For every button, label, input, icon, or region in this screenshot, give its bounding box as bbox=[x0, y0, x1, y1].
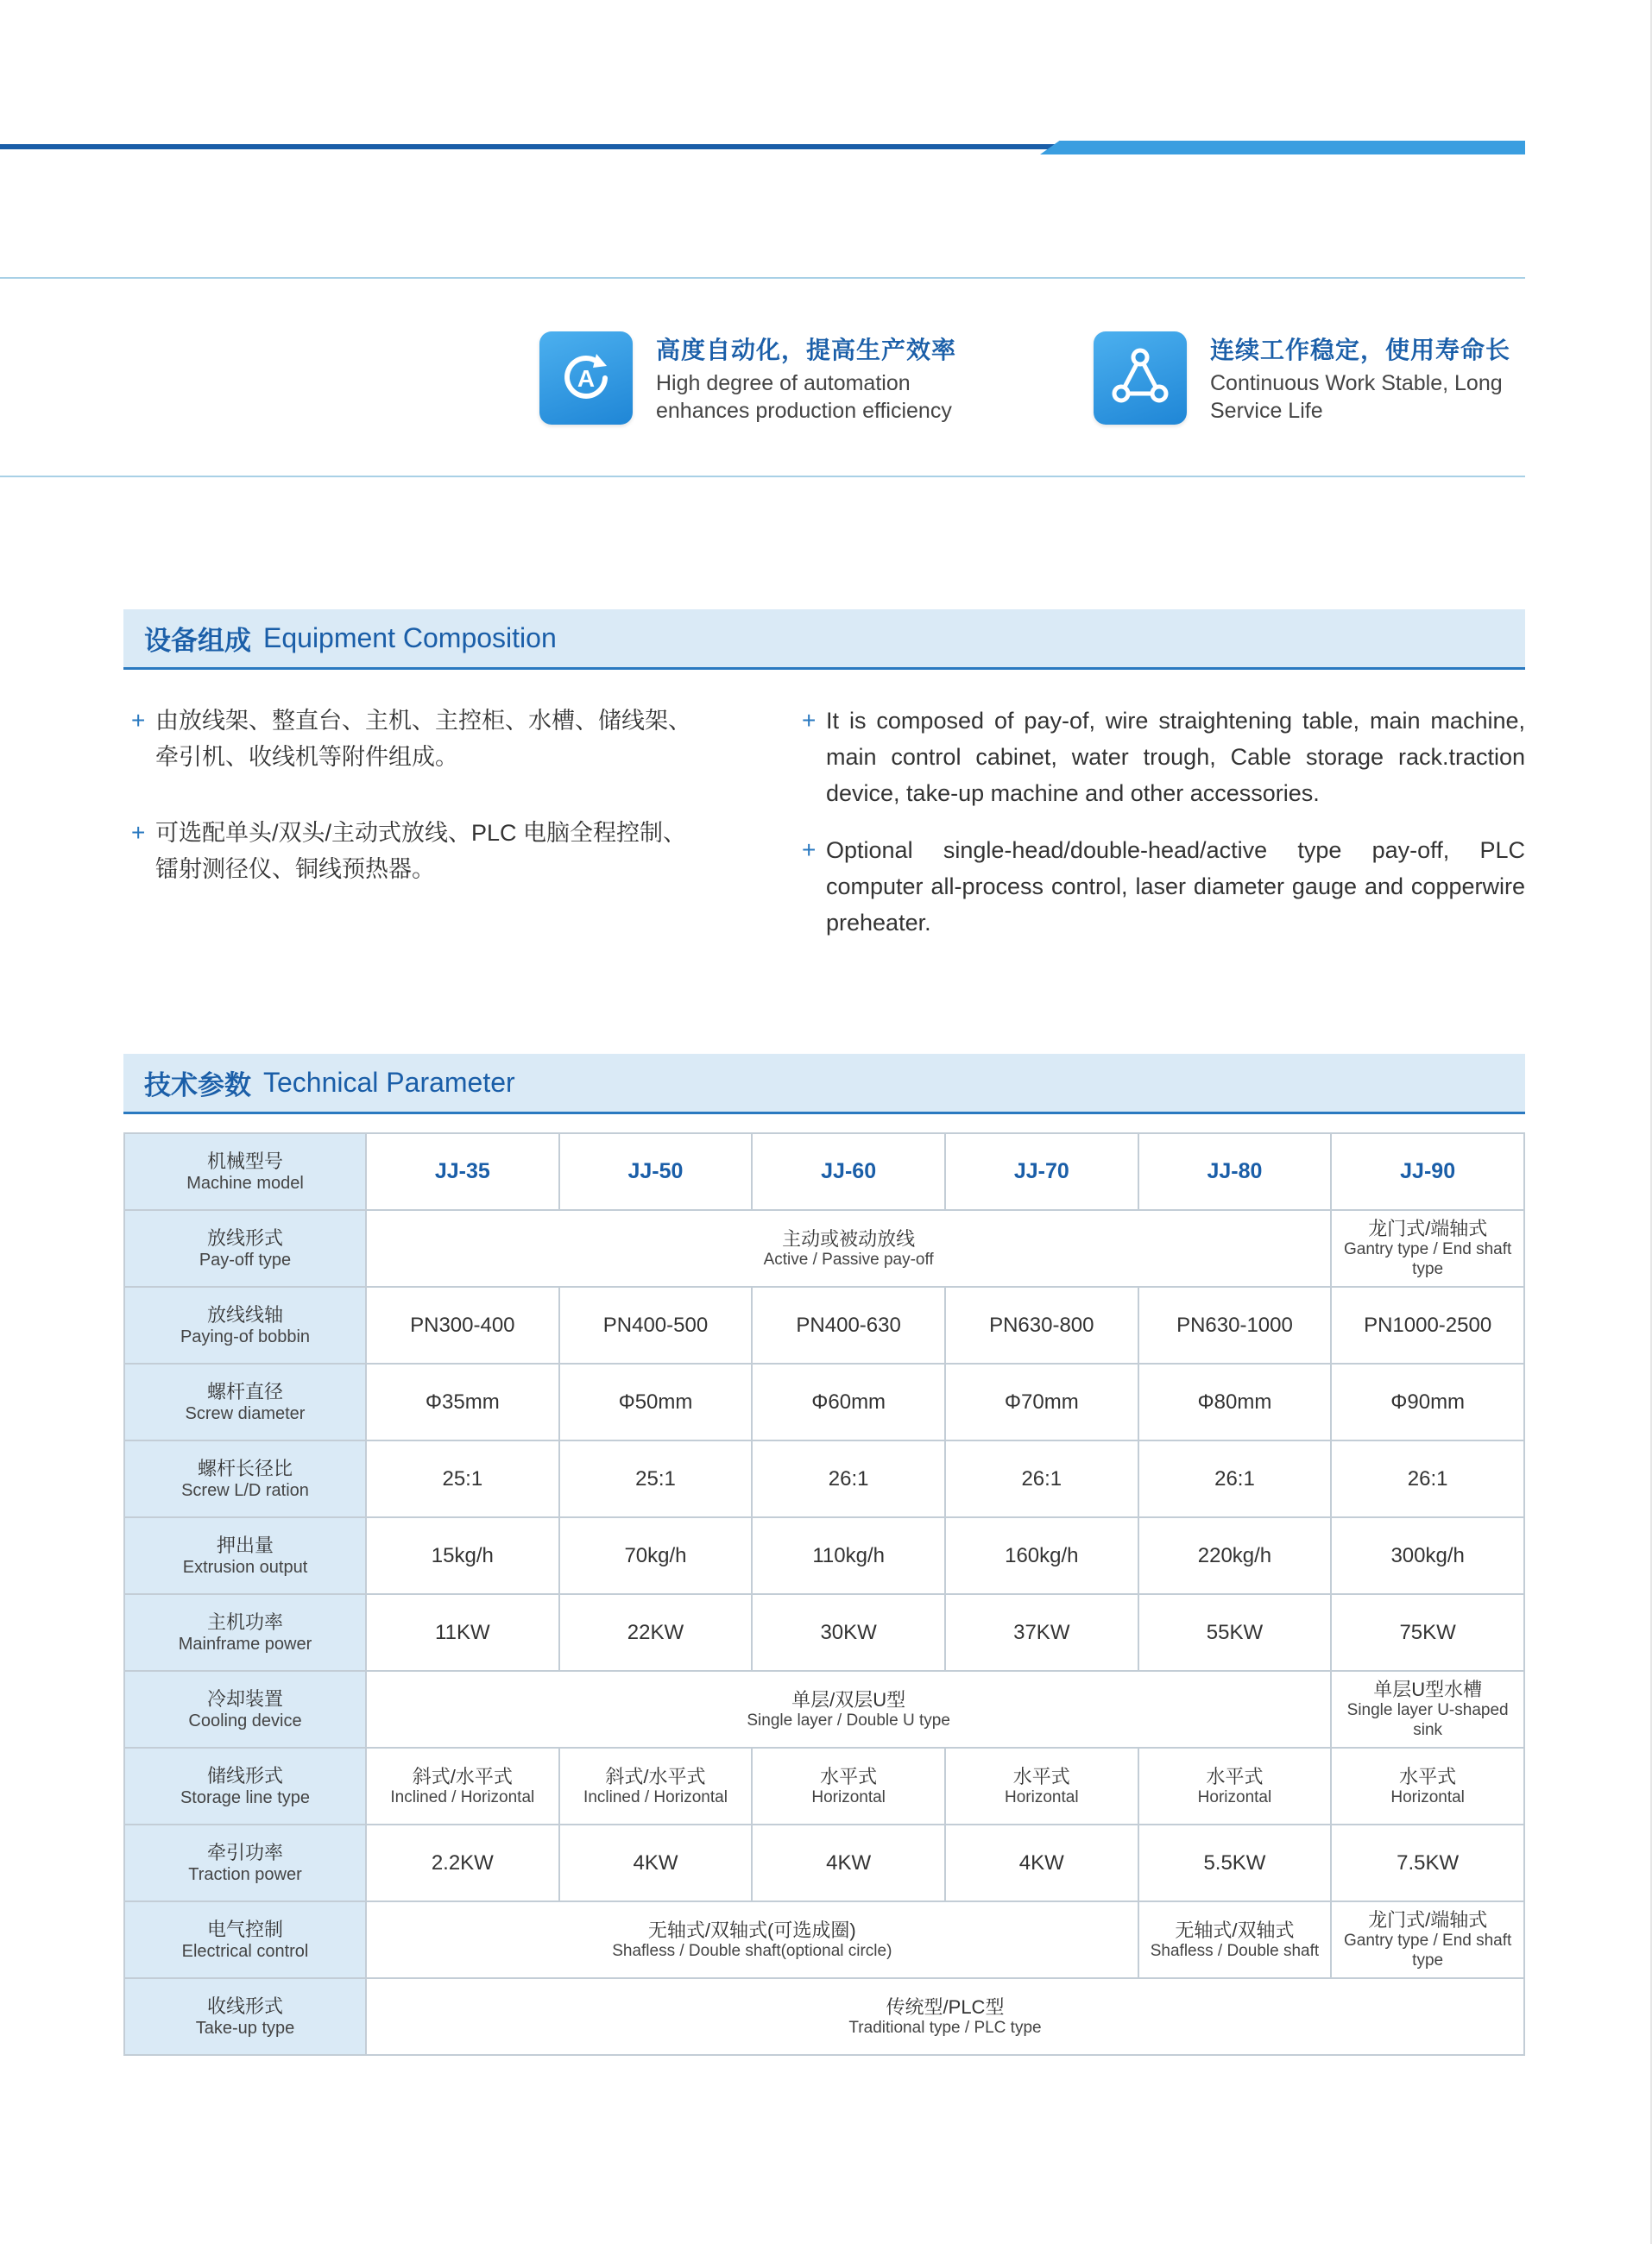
table-cell: Φ60mm bbox=[752, 1364, 945, 1440]
feature-automation bbox=[539, 330, 956, 426]
feature-desc-line: Service Life bbox=[1210, 399, 1323, 423]
table-cell bbox=[1331, 1748, 1524, 1825]
automation-icon bbox=[539, 331, 633, 425]
composition-bullet-en-2 bbox=[802, 832, 1525, 941]
row-header-en: Cooling device bbox=[188, 1711, 302, 1730]
row-header-zh: 电气控制 bbox=[206, 1918, 283, 1940]
table-cell: 110kg/h bbox=[752, 1517, 945, 1594]
merged-cell bbox=[366, 1978, 1524, 2055]
table-cell: 4KW bbox=[559, 1825, 753, 1901]
composition-bullet-en-1 bbox=[802, 703, 1525, 811]
table-cell: 25:1 bbox=[559, 1440, 753, 1517]
row-header-zh: 主机功率 bbox=[206, 1611, 283, 1633]
table-row-screw-diameter bbox=[124, 1364, 1524, 1440]
table-cell: 4KW bbox=[752, 1825, 945, 1901]
row-header-en: Pay-off type bbox=[199, 1250, 292, 1270]
table-row-main-power bbox=[124, 1594, 1524, 1671]
section-title-zh: 技术参数 bbox=[144, 1070, 251, 1100]
table-cell: PN1000-2500 bbox=[1331, 1287, 1524, 1364]
section-header-parameters bbox=[123, 1054, 1525, 1114]
plus-icon: + bbox=[802, 707, 817, 734]
table-cell: 26:1 bbox=[1331, 1440, 1524, 1517]
table-cell: Φ80mm bbox=[1138, 1364, 1332, 1440]
cell-en: Gantry type / End shaft type bbox=[1343, 1932, 1512, 1970]
bullet-line: 牵引机、收线机等附件组成。 bbox=[155, 744, 458, 770]
cell-zh: 无轴式/双轴式(可选成圈) bbox=[647, 1919, 856, 1941]
row-header bbox=[124, 1594, 366, 1671]
row-header-zh: 放线线轴 bbox=[206, 1303, 283, 1326]
row-header-zh: 冷却装置 bbox=[206, 1687, 283, 1710]
table-row-electrical bbox=[124, 1901, 1524, 1978]
parameter-table bbox=[123, 1132, 1525, 2056]
section-title-en: Technical Parameter bbox=[263, 1067, 515, 1098]
row-header bbox=[124, 1748, 366, 1825]
cell-zh: 水平式 bbox=[820, 1765, 878, 1787]
table-cell: 25:1 bbox=[366, 1440, 559, 1517]
cell-zh: 斜式/水平式 bbox=[412, 1765, 513, 1787]
cell-en: Single layer U-shaped sink bbox=[1346, 1701, 1509, 1739]
table-cell: 70kg/h bbox=[559, 1517, 753, 1594]
table-cell: PN400-630 bbox=[752, 1287, 945, 1364]
table-cell bbox=[1331, 1671, 1524, 1748]
cell-en: Shafless / Double shaft bbox=[1150, 1941, 1320, 1960]
table-cell: Φ90mm bbox=[1331, 1364, 1524, 1440]
table-row-bobbin bbox=[124, 1287, 1524, 1364]
row-header bbox=[124, 1133, 366, 1210]
plus-icon: + bbox=[131, 819, 146, 846]
section-header-composition bbox=[123, 609, 1525, 670]
composition-bullet-zh-1 bbox=[131, 703, 725, 775]
table-cell: 5.5KW bbox=[1138, 1825, 1332, 1901]
cell-en: Gantry type / End shaft type bbox=[1343, 1240, 1512, 1278]
features-top-divider bbox=[0, 277, 1525, 279]
plus-icon: + bbox=[131, 707, 146, 734]
feature-title: 连续工作稳定，使用寿命长 bbox=[1210, 337, 1511, 363]
row-header-en: Mainframe power bbox=[178, 1634, 312, 1654]
cell-zh: 传统型/PLC型 bbox=[886, 1995, 1005, 2018]
plus-icon: + bbox=[802, 836, 817, 863]
cell-zh: 单层U型水槽 bbox=[1373, 1679, 1483, 1700]
row-header-en: Screw L/D ration bbox=[181, 1480, 309, 1500]
triangle-network-icon bbox=[1094, 331, 1187, 425]
bullet-line: 镭射测径仪、铜线预热器。 bbox=[155, 856, 435, 882]
table-cell: 160kg/h bbox=[945, 1517, 1138, 1594]
table-cell: 55KW bbox=[1138, 1594, 1332, 1671]
table-row-takeup bbox=[124, 1978, 1524, 2055]
table-cell: 37KW bbox=[945, 1594, 1138, 1671]
table-cell: 2.2KW bbox=[366, 1825, 559, 1901]
bullet-line: 由放线架、整直台、主机、主控柜、水槽、储线架、 bbox=[155, 708, 691, 734]
table-cell: PN300-400 bbox=[366, 1287, 559, 1364]
bullet-line: 可选配单头/双头/主动式放线、PLC 电脑全程控制、 bbox=[155, 820, 687, 846]
cell-zh: 水平式 bbox=[1399, 1765, 1457, 1787]
table-row-payoff-type bbox=[124, 1210, 1524, 1287]
table-cell bbox=[559, 1748, 753, 1825]
row-header bbox=[124, 1825, 366, 1901]
table-cell: 300kg/h bbox=[1331, 1517, 1524, 1594]
table-cell: PN630-1000 bbox=[1138, 1287, 1332, 1364]
row-header bbox=[124, 1517, 366, 1594]
table-row-traction bbox=[124, 1825, 1524, 1901]
model-cell: JJ-50 bbox=[559, 1133, 753, 1210]
table-cell: 15kg/h bbox=[366, 1517, 559, 1594]
table-cell bbox=[752, 1748, 945, 1825]
row-header bbox=[124, 1287, 366, 1364]
table-cell: 26:1 bbox=[1138, 1440, 1332, 1517]
table-cell bbox=[1138, 1748, 1332, 1825]
merged-cell bbox=[366, 1901, 1138, 1978]
row-header bbox=[124, 1978, 366, 2055]
cell-en: Shafless / Double shaft(optional circle) bbox=[612, 1941, 892, 1960]
table-row-storage bbox=[124, 1748, 1524, 1825]
feature-desc-line: High degree of automation bbox=[656, 371, 911, 395]
row-header bbox=[124, 1901, 366, 1978]
row-header bbox=[124, 1671, 366, 1748]
row-header bbox=[124, 1210, 366, 1287]
table-cell: 75KW bbox=[1331, 1594, 1524, 1671]
section-title-zh: 设备组成 bbox=[144, 626, 251, 656]
model-cell: JJ-80 bbox=[1138, 1133, 1332, 1210]
table-cell bbox=[1331, 1901, 1524, 1978]
table-cell: Φ70mm bbox=[945, 1364, 1138, 1440]
row-header-en: Extrusion output bbox=[182, 1557, 308, 1577]
row-header-zh: 押出量 bbox=[216, 1534, 274, 1556]
cell-zh: 无轴式/双轴式 bbox=[1175, 1919, 1295, 1941]
cell-en: Horizontal bbox=[1005, 1787, 1079, 1806]
table-row-ld-ratio bbox=[124, 1440, 1524, 1517]
feature-desc bbox=[1210, 369, 1510, 425]
cell-en: Inclined / Horizontal bbox=[583, 1787, 728, 1806]
cell-en: Horizontal bbox=[1390, 1787, 1465, 1806]
table-cell: 22KW bbox=[559, 1594, 753, 1671]
merged-cell bbox=[366, 1210, 1331, 1287]
row-header bbox=[124, 1364, 366, 1440]
row-header-zh: 储线形式 bbox=[206, 1764, 283, 1787]
table-cell: 4KW bbox=[945, 1825, 1138, 1901]
table-cell bbox=[1331, 1210, 1524, 1287]
cell-zh: 水平式 bbox=[1012, 1765, 1070, 1787]
row-header-zh: 放线形式 bbox=[206, 1226, 283, 1249]
row-header-en: Electrical control bbox=[181, 1941, 309, 1961]
feature-desc-line: enhances production efficiency bbox=[656, 399, 952, 423]
row-header-en: Machine model bbox=[186, 1173, 304, 1193]
model-cell: JJ-35 bbox=[366, 1133, 559, 1210]
cell-en: Active / Passive pay-off bbox=[763, 1250, 934, 1269]
row-header-zh: 螺杆长径比 bbox=[197, 1457, 293, 1479]
table-row-cooling bbox=[124, 1671, 1524, 1748]
feature-desc bbox=[656, 369, 956, 425]
feature-stability bbox=[1094, 330, 1510, 426]
row-header-en: Traction power bbox=[188, 1864, 302, 1884]
row-header-zh: 牵引功率 bbox=[206, 1841, 283, 1863]
bullet-text: It is composed of pay-of, wire straightening table, main machine, main control cabinet, water trough, Cable storage rack.traction device, take-up machine and other accessories. bbox=[826, 708, 1525, 806]
table-cell: 26:1 bbox=[752, 1440, 945, 1517]
cell-en: Inclined / Horizontal bbox=[390, 1787, 535, 1806]
row-header-zh: 收线形式 bbox=[206, 1995, 283, 2017]
table-cell: PN630-800 bbox=[945, 1287, 1138, 1364]
table-cell: 220kg/h bbox=[1138, 1517, 1332, 1594]
cell-en: Single layer / Double U type bbox=[747, 1711, 950, 1730]
merged-cell bbox=[366, 1671, 1331, 1748]
features-bottom-divider bbox=[0, 476, 1525, 477]
table-cell: Φ35mm bbox=[366, 1364, 559, 1440]
table-cell: 7.5KW bbox=[1331, 1825, 1524, 1901]
bullet-text: Optional single-head/double-head/active type pay-off, PLC computer all-process control, laser diameter gauge and copperwire preheater. bbox=[826, 837, 1525, 936]
cell-zh: 龙门式/端轴式 bbox=[1368, 1218, 1488, 1239]
cell-zh: 主动或被动放线 bbox=[782, 1227, 916, 1250]
table-cell: 26:1 bbox=[945, 1440, 1138, 1517]
table-cell bbox=[366, 1748, 559, 1825]
cell-en: Horizontal bbox=[811, 1787, 886, 1806]
model-cell: JJ-90 bbox=[1331, 1133, 1524, 1210]
row-header-en: Paying-of bobbin bbox=[180, 1327, 311, 1346]
cell-zh: 水平式 bbox=[1206, 1765, 1264, 1787]
section-title-en: Equipment Composition bbox=[263, 622, 557, 653]
table-row-extrusion bbox=[124, 1517, 1524, 1594]
cell-zh: 单层/双层U型 bbox=[791, 1688, 906, 1711]
row-header-zh: 机械型号 bbox=[206, 1150, 283, 1172]
table-cell: 11KW bbox=[366, 1594, 559, 1671]
cell-en: Traditional type / PLC type bbox=[848, 2018, 1042, 2037]
row-header bbox=[124, 1440, 366, 1517]
model-cell: JJ-70 bbox=[945, 1133, 1138, 1210]
table-cell bbox=[1138, 1901, 1332, 1978]
header-rule-dark bbox=[0, 144, 1062, 149]
table-cell: PN400-500 bbox=[559, 1287, 753, 1364]
table-cell bbox=[945, 1748, 1138, 1825]
feature-title: 高度自动化，提高生产效率 bbox=[656, 337, 957, 363]
row-header-zh: 螺杆直径 bbox=[206, 1380, 283, 1402]
cell-zh: 斜式/水平式 bbox=[605, 1765, 706, 1787]
model-cell: JJ-60 bbox=[752, 1133, 945, 1210]
row-header-en: Storage line type bbox=[180, 1787, 311, 1807]
row-header-en: Screw diameter bbox=[185, 1403, 306, 1423]
cell-zh: 龙门式/端轴式 bbox=[1368, 1909, 1488, 1931]
header-rule-accent bbox=[1040, 141, 1525, 154]
cell-en: Horizontal bbox=[1197, 1787, 1272, 1806]
composition-bullet-zh-2 bbox=[131, 815, 725, 887]
table-cell: 30KW bbox=[752, 1594, 945, 1671]
row-header-en: Take-up type bbox=[195, 2018, 295, 2038]
svg-text:A: A bbox=[577, 365, 596, 392]
table-row-model bbox=[124, 1133, 1524, 1210]
feature-desc-line: Continuous Work Stable, Long bbox=[1210, 371, 1503, 395]
table-cell: Φ50mm bbox=[559, 1364, 753, 1440]
